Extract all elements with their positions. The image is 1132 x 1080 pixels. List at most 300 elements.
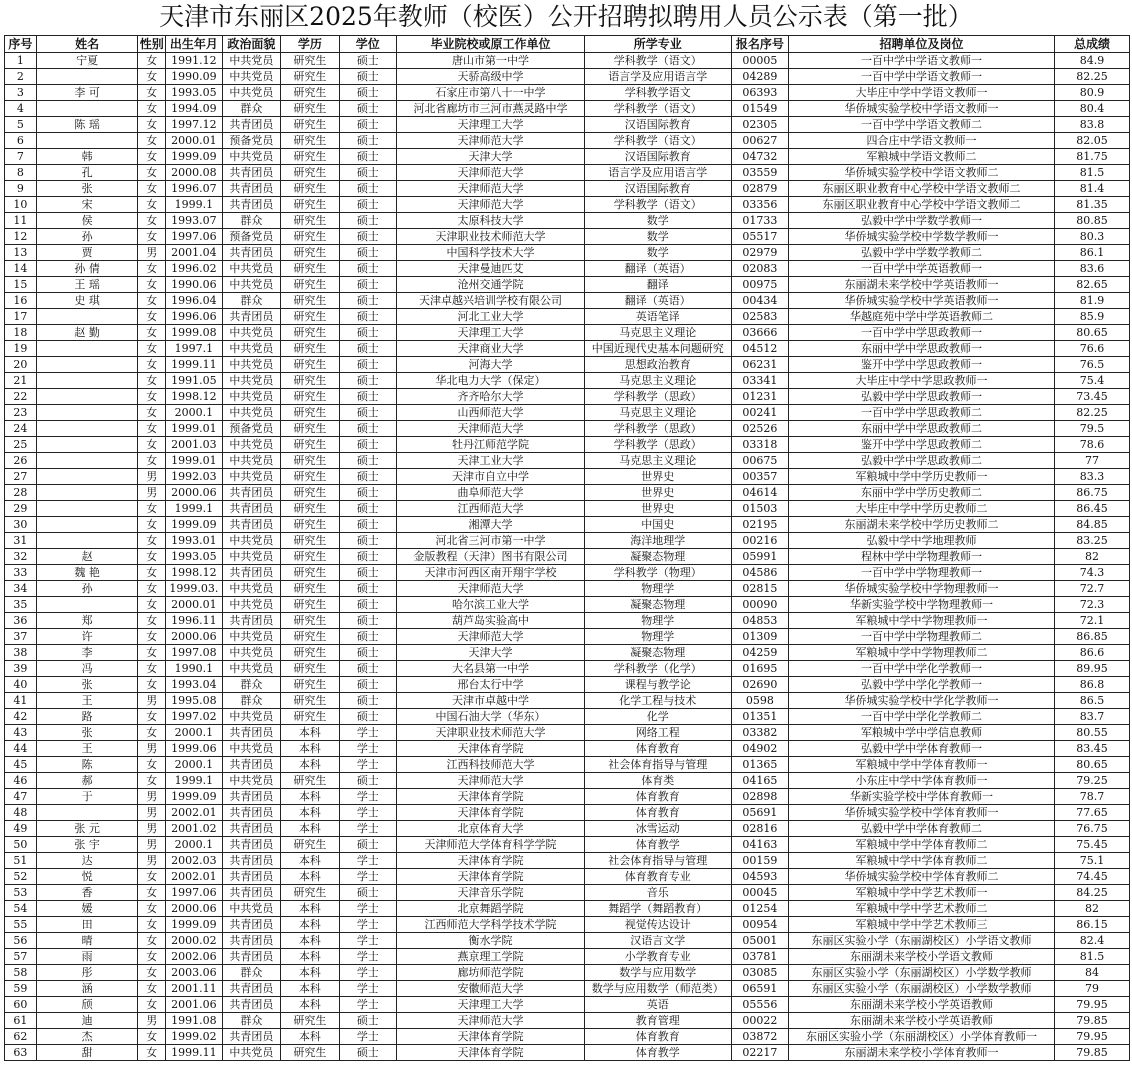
cell-reg-number: 03781 bbox=[731, 949, 788, 965]
cell-gender: 女 bbox=[138, 453, 166, 469]
cell-birth: 1999.08 bbox=[166, 325, 222, 341]
cell-political: 共青团员 bbox=[222, 725, 281, 741]
table-body bbox=[5, 53, 1130, 1061]
cell-position: 一百中学中学语文教师一 bbox=[789, 53, 1055, 69]
table-row bbox=[5, 789, 1130, 805]
cell-political: 群众 bbox=[222, 693, 281, 709]
cell-major: 英语笔译 bbox=[584, 309, 731, 325]
cell-degree: 学士 bbox=[339, 821, 396, 837]
cell-index: 18 bbox=[5, 325, 37, 341]
cell-birth: 2001.11 bbox=[166, 981, 222, 997]
cell-index: 37 bbox=[5, 629, 37, 645]
cell-position: 华侨城实验学校中学语文教师一 bbox=[789, 101, 1055, 117]
cell-degree: 硕士 bbox=[339, 437, 396, 453]
cell-school: 廊坊师范学院 bbox=[397, 965, 585, 981]
cell-name: 李 bbox=[36, 645, 138, 661]
cell-name bbox=[36, 805, 138, 821]
cell-position: 华侨城实验学校中学数学教师一 bbox=[789, 229, 1055, 245]
cell-score: 84 bbox=[1054, 965, 1129, 981]
cell-gender: 女 bbox=[138, 629, 166, 645]
cell-index: 34 bbox=[5, 581, 37, 597]
cell-major: 体育教育 bbox=[584, 789, 731, 805]
cell-position: 弘毅中学中学思政教师一 bbox=[789, 389, 1055, 405]
cell-school: 大名县第一中学 bbox=[397, 661, 585, 677]
cell-position: 东丽湖未来学校小学语文教师 bbox=[789, 949, 1055, 965]
cell-birth: 2001.06 bbox=[166, 997, 222, 1013]
cell-education: 研究生 bbox=[281, 437, 340, 453]
cell-score: 82.25 bbox=[1054, 69, 1129, 85]
cell-index: 27 bbox=[5, 469, 37, 485]
cell-index: 59 bbox=[5, 981, 37, 997]
cell-score: 81.5 bbox=[1054, 165, 1129, 181]
cell-position: 鉴开中学中学思政教师一 bbox=[789, 357, 1055, 373]
cell-degree: 硕士 bbox=[339, 229, 396, 245]
cell-birth: 2000.1 bbox=[166, 725, 222, 741]
cell-index: 1 bbox=[5, 53, 37, 69]
cell-education: 本科 bbox=[281, 901, 340, 917]
cell-major: 体育教学 bbox=[584, 837, 731, 853]
cell-birth: 2000.06 bbox=[166, 901, 222, 917]
cell-school: 安徽师范大学 bbox=[397, 981, 585, 997]
cell-degree: 硕士 bbox=[339, 357, 396, 373]
cell-degree: 硕士 bbox=[339, 261, 396, 277]
table-row bbox=[5, 309, 1130, 325]
cell-index: 61 bbox=[5, 1013, 37, 1029]
cell-score: 78.7 bbox=[1054, 789, 1129, 805]
cell-index: 10 bbox=[5, 197, 37, 213]
cell-political: 共青团员 bbox=[222, 885, 281, 901]
cell-degree: 硕士 bbox=[339, 1045, 396, 1061]
cell-school: 天津体育学院 bbox=[397, 1045, 585, 1061]
cell-major: 音乐 bbox=[584, 885, 731, 901]
cell-index: 41 bbox=[5, 693, 37, 709]
cell-school: 沧州交通学院 bbox=[397, 277, 585, 293]
cell-name: 王 瑶 bbox=[36, 277, 138, 293]
cell-position: 一百中学中学化学教师二 bbox=[789, 709, 1055, 725]
cell-score: 81.4 bbox=[1054, 181, 1129, 197]
cell-gender: 女 bbox=[138, 581, 166, 597]
cell-degree: 硕士 bbox=[339, 629, 396, 645]
page-title: 天津市东丽区2025年教师（校医）公开招聘拟聘用人员公示表（第一批） bbox=[159, 2, 973, 31]
table-row bbox=[5, 517, 1130, 533]
cell-major: 海洋地理学 bbox=[584, 533, 731, 549]
cell-degree: 硕士 bbox=[339, 517, 396, 533]
table-row bbox=[5, 613, 1130, 629]
cell-gender: 女 bbox=[138, 437, 166, 453]
cell-major: 汉语国际教育 bbox=[584, 117, 731, 133]
cell-school: 江西师范大学科学技术学院 bbox=[397, 917, 585, 933]
cell-education: 研究生 bbox=[281, 661, 340, 677]
cell-reg-number: 03382 bbox=[731, 725, 788, 741]
cell-major: 体育教育 bbox=[584, 741, 731, 757]
cell-index: 19 bbox=[5, 341, 37, 357]
cell-reg-number: 03318 bbox=[731, 437, 788, 453]
cell-political: 共青团员 bbox=[222, 181, 281, 197]
cell-score: 79.85 bbox=[1054, 1013, 1129, 1029]
cell-political: 共青团员 bbox=[222, 309, 281, 325]
cell-degree: 硕士 bbox=[339, 53, 396, 69]
cell-school: 天津理工大学 bbox=[397, 117, 585, 133]
cell-education: 研究生 bbox=[281, 229, 340, 245]
cell-gender: 女 bbox=[138, 869, 166, 885]
cell-gender: 女 bbox=[138, 181, 166, 197]
cell-school: 天津职业技术师范大学 bbox=[397, 229, 585, 245]
cell-name: 宁夏 bbox=[36, 53, 138, 69]
table-row bbox=[5, 469, 1130, 485]
cell-major: 网络工程 bbox=[584, 725, 731, 741]
cell-degree: 硕士 bbox=[339, 709, 396, 725]
cell-position: 小东庄中学中学体育教师一 bbox=[789, 773, 1055, 789]
cell-score: 75.1 bbox=[1054, 853, 1129, 869]
cell-school: 天津体育学院 bbox=[397, 853, 585, 869]
cell-reg-number: 01695 bbox=[731, 661, 788, 677]
cell-name bbox=[36, 437, 138, 453]
cell-position: 一百中学中学语文教师一 bbox=[789, 69, 1055, 85]
cell-education: 研究生 bbox=[281, 277, 340, 293]
cell-position: 一百中学中学英语教师一 bbox=[789, 261, 1055, 277]
cell-name: 郑 bbox=[36, 613, 138, 629]
cell-reg-number: 03356 bbox=[731, 197, 788, 213]
cell-gender: 女 bbox=[138, 373, 166, 389]
cell-degree: 硕士 bbox=[339, 293, 396, 309]
cell-reg-number: 05691 bbox=[731, 805, 788, 821]
cell-education: 本科 bbox=[281, 725, 340, 741]
cell-name: 侯 bbox=[36, 213, 138, 229]
cell-reg-number: 00627 bbox=[731, 133, 788, 149]
cell-score: 76.75 bbox=[1054, 821, 1129, 837]
cell-major: 学科教学（语文） bbox=[584, 53, 731, 69]
cell-major: 汉语言文学 bbox=[584, 933, 731, 949]
cell-degree: 学士 bbox=[339, 757, 396, 773]
cell-score: 79 bbox=[1054, 981, 1129, 997]
table-row bbox=[5, 853, 1130, 869]
cell-score: 78.6 bbox=[1054, 437, 1129, 453]
cell-political: 中共党员 bbox=[222, 69, 281, 85]
cell-name: 迪 bbox=[36, 1013, 138, 1029]
cell-major: 凝聚态物理 bbox=[584, 597, 731, 613]
cell-major: 数学 bbox=[584, 213, 731, 229]
cell-political: 共青团员 bbox=[222, 981, 281, 997]
cell-birth: 1997.02 bbox=[166, 709, 222, 725]
cell-index: 55 bbox=[5, 917, 37, 933]
cell-school: 天津体育学院 bbox=[397, 869, 585, 885]
cell-score: 82.05 bbox=[1054, 133, 1129, 149]
cell-score: 80.85 bbox=[1054, 213, 1129, 229]
cell-birth: 1999.09 bbox=[166, 789, 222, 805]
cell-score: 89.95 bbox=[1054, 661, 1129, 677]
cell-position: 弘毅中学中学数学教师一 bbox=[789, 213, 1055, 229]
cell-major: 物理学 bbox=[584, 581, 731, 597]
cell-name: 达 bbox=[36, 853, 138, 869]
cell-name: 孙 bbox=[36, 229, 138, 245]
table-row bbox=[5, 757, 1130, 773]
cell-gender: 男 bbox=[138, 853, 166, 869]
cell-name: 赵 bbox=[36, 549, 138, 565]
header-col-position: 招聘单位及岗位 bbox=[789, 36, 1055, 53]
cell-reg-number: 02898 bbox=[731, 789, 788, 805]
cell-birth: 1991.08 bbox=[166, 1013, 222, 1029]
cell-score: 80.3 bbox=[1054, 229, 1129, 245]
cell-birth: 1990.06 bbox=[166, 277, 222, 293]
cell-education: 研究生 bbox=[281, 261, 340, 277]
cell-gender: 女 bbox=[138, 117, 166, 133]
table-row bbox=[5, 389, 1130, 405]
table-row bbox=[5, 1029, 1130, 1045]
cell-name: 陈 瑶 bbox=[36, 117, 138, 133]
cell-major: 课程与教学论 bbox=[584, 677, 731, 693]
cell-birth: 1994.09 bbox=[166, 101, 222, 117]
cell-index: 39 bbox=[5, 661, 37, 677]
table-row bbox=[5, 405, 1130, 421]
cell-position: 大毕庄中学中学思政教师一 bbox=[789, 373, 1055, 389]
cell-school: 天津理工大学 bbox=[397, 325, 585, 341]
cell-score: 82 bbox=[1054, 549, 1129, 565]
table-row bbox=[5, 117, 1130, 133]
cell-degree: 硕士 bbox=[339, 85, 396, 101]
cell-political: 共青团员 bbox=[222, 917, 281, 933]
cell-index: 56 bbox=[5, 933, 37, 949]
cell-index: 6 bbox=[5, 133, 37, 149]
cell-education: 本科 bbox=[281, 869, 340, 885]
cell-school: 北京体育大学 bbox=[397, 821, 585, 837]
cell-name: 香 bbox=[36, 885, 138, 901]
cell-name: 孔 bbox=[36, 165, 138, 181]
cell-degree: 硕士 bbox=[339, 549, 396, 565]
cell-score: 86.85 bbox=[1054, 629, 1129, 645]
cell-political: 中共党员 bbox=[222, 629, 281, 645]
header-col-birth: 出生年月 bbox=[166, 36, 222, 53]
cell-political: 中共党员 bbox=[222, 325, 281, 341]
table-row bbox=[5, 837, 1130, 853]
table-row bbox=[5, 661, 1130, 677]
cell-index: 42 bbox=[5, 709, 37, 725]
cell-gender: 女 bbox=[138, 213, 166, 229]
cell-education: 本科 bbox=[281, 853, 340, 869]
cell-education: 研究生 bbox=[281, 389, 340, 405]
cell-position: 东丽区实验小学（东丽湖校区）小学数学教师 bbox=[789, 981, 1055, 997]
cell-degree: 硕士 bbox=[339, 677, 396, 693]
cell-school: 天津师范大学 bbox=[397, 197, 585, 213]
cell-index: 32 bbox=[5, 549, 37, 565]
cell-major: 学科教学（思政） bbox=[584, 389, 731, 405]
cell-name bbox=[36, 533, 138, 549]
cell-political: 群众 bbox=[222, 293, 281, 309]
cell-reg-number: 05991 bbox=[731, 549, 788, 565]
cell-reg-number: 00434 bbox=[731, 293, 788, 309]
table-row bbox=[5, 245, 1130, 261]
cell-school: 天津音乐学院 bbox=[397, 885, 585, 901]
cell-reg-number: 01549 bbox=[731, 101, 788, 117]
cell-degree: 学士 bbox=[339, 1029, 396, 1045]
cell-name bbox=[36, 69, 138, 85]
cell-index: 12 bbox=[5, 229, 37, 245]
cell-education: 研究生 bbox=[281, 469, 340, 485]
cell-birth: 1990.1 bbox=[166, 661, 222, 677]
cell-education: 研究生 bbox=[281, 245, 340, 261]
cell-birth: 1999.11 bbox=[166, 357, 222, 373]
cell-reg-number: 03666 bbox=[731, 325, 788, 341]
cell-score: 84.25 bbox=[1054, 885, 1129, 901]
table-row bbox=[5, 581, 1130, 597]
cell-birth: 1999.03. bbox=[166, 581, 222, 597]
cell-political: 群众 bbox=[222, 101, 281, 117]
cell-school: 江西师范大学 bbox=[397, 501, 585, 517]
cell-position: 华侨城实验学校中学化学教师一 bbox=[789, 693, 1055, 709]
cell-major: 数学与应用数学（师范类） bbox=[584, 981, 731, 997]
cell-political: 群众 bbox=[222, 213, 281, 229]
cell-birth: 2001.03 bbox=[166, 437, 222, 453]
cell-gender: 女 bbox=[138, 325, 166, 341]
table-row bbox=[5, 549, 1130, 565]
header-col-reg-number: 报名序号 bbox=[731, 36, 788, 53]
cell-position: 一百中学中学化学教师一 bbox=[789, 661, 1055, 677]
table-row bbox=[5, 149, 1130, 165]
cell-reg-number: 05001 bbox=[731, 933, 788, 949]
cell-political: 共青团员 bbox=[222, 869, 281, 885]
cell-school: 江西科技师范大学 bbox=[397, 757, 585, 773]
header-col-political: 政治面貌 bbox=[222, 36, 281, 53]
cell-gender: 女 bbox=[138, 149, 166, 165]
cell-birth: 1996.02 bbox=[166, 261, 222, 277]
header-col-school: 毕业院校或原工作单位 bbox=[397, 36, 585, 53]
cell-reg-number: 04614 bbox=[731, 485, 788, 501]
cell-school: 天津体育学院 bbox=[397, 741, 585, 757]
table-row bbox=[5, 213, 1130, 229]
cell-index: 63 bbox=[5, 1045, 37, 1061]
cell-birth: 1998.12 bbox=[166, 389, 222, 405]
cell-degree: 硕士 bbox=[339, 597, 396, 613]
cell-major: 舞蹈学（舞蹈教育） bbox=[584, 901, 731, 917]
cell-name: 孙 倩 bbox=[36, 261, 138, 277]
cell-reg-number: 00357 bbox=[731, 469, 788, 485]
cell-name: 张 元 bbox=[36, 821, 138, 837]
cell-position: 一百中学中学语文教师二 bbox=[789, 117, 1055, 133]
cell-gender: 女 bbox=[138, 293, 166, 309]
cell-political: 群众 bbox=[222, 1013, 281, 1029]
cell-political: 共青团员 bbox=[222, 565, 281, 581]
header-col-major: 所学专业 bbox=[584, 36, 731, 53]
cell-position: 军粮城中学中学艺术教师二 bbox=[789, 901, 1055, 917]
cell-position: 东丽区实验小学（东丽湖校区）小学语文教师 bbox=[789, 933, 1055, 949]
cell-degree: 学士 bbox=[339, 853, 396, 869]
cell-school: 天骄高级中学 bbox=[397, 69, 585, 85]
cell-birth: 2000.06 bbox=[166, 485, 222, 501]
cell-gender: 女 bbox=[138, 69, 166, 85]
cell-birth: 1993.05 bbox=[166, 549, 222, 565]
cell-name: 陈 bbox=[36, 757, 138, 773]
cell-school: 唐山市第一中学 bbox=[397, 53, 585, 69]
cell-major: 体育教育 bbox=[584, 805, 731, 821]
cell-major: 凝聚态物理 bbox=[584, 549, 731, 565]
cell-name: 涵 bbox=[36, 981, 138, 997]
cell-school: 牡丹江师范学院 bbox=[397, 437, 585, 453]
cell-degree: 硕士 bbox=[339, 645, 396, 661]
cell-reg-number: 03872 bbox=[731, 1029, 788, 1045]
cell-education: 研究生 bbox=[281, 693, 340, 709]
cell-school: 天津市河西区南开翔宇学校 bbox=[397, 565, 585, 581]
header-col-gender: 性别 bbox=[139, 37, 164, 51]
cell-gender: 女 bbox=[138, 917, 166, 933]
cell-reg-number: 03559 bbox=[731, 165, 788, 181]
cell-gender: 女 bbox=[138, 357, 166, 373]
cell-score: 82.4 bbox=[1054, 933, 1129, 949]
cell-name: 王 bbox=[36, 693, 138, 709]
cell-score: 81.9 bbox=[1054, 293, 1129, 309]
header-col-index: 序号 bbox=[5, 36, 37, 53]
cell-school: 天津体育学院 bbox=[397, 805, 585, 821]
cell-score: 86.6 bbox=[1054, 645, 1129, 661]
cell-major: 学科教学语文 bbox=[584, 85, 731, 101]
cell-score: 77.65 bbox=[1054, 805, 1129, 821]
cell-major: 翻译（英语） bbox=[584, 261, 731, 277]
cell-gender: 女 bbox=[138, 501, 166, 517]
cell-birth: 1997.12 bbox=[166, 117, 222, 133]
cell-position: 军粮城中学中学物理教师一 bbox=[789, 613, 1055, 629]
cell-position: 东丽湖未来学校小学英语教师 bbox=[789, 1013, 1055, 1029]
cell-degree: 硕士 bbox=[339, 581, 396, 597]
cell-index: 33 bbox=[5, 565, 37, 581]
cell-name bbox=[36, 485, 138, 501]
cell-political: 共青团员 bbox=[222, 789, 281, 805]
cell-degree: 硕士 bbox=[339, 325, 396, 341]
cell-political: 中共党员 bbox=[222, 773, 281, 789]
cell-political: 共青团员 bbox=[222, 501, 281, 517]
cell-education: 研究生 bbox=[281, 53, 340, 69]
cell-school: 天津体育学院 bbox=[397, 789, 585, 805]
cell-name: 彤 bbox=[36, 965, 138, 981]
cell-school: 华北电力大学（保定） bbox=[397, 373, 585, 389]
cell-education: 研究生 bbox=[281, 405, 340, 421]
cell-index: 29 bbox=[5, 501, 37, 517]
table-row bbox=[5, 805, 1130, 821]
cell-political: 中共党员 bbox=[222, 389, 281, 405]
cell-school: 衡水学院 bbox=[397, 933, 585, 949]
cell-political: 中共党员 bbox=[222, 261, 281, 277]
cell-major: 体育教育专业 bbox=[584, 869, 731, 885]
cell-gender: 女 bbox=[138, 261, 166, 277]
cell-major: 冰雪运动 bbox=[584, 821, 731, 837]
cell-education: 研究生 bbox=[281, 213, 340, 229]
cell-position: 华新实验学校中学体育教师一 bbox=[789, 789, 1055, 805]
cell-score: 73.45 bbox=[1054, 389, 1129, 405]
cell-name bbox=[36, 373, 138, 389]
cell-degree: 硕士 bbox=[339, 405, 396, 421]
cell-name: 张 bbox=[36, 725, 138, 741]
cell-major: 数学 bbox=[584, 245, 731, 261]
cell-name: 田 bbox=[36, 917, 138, 933]
cell-education: 研究生 bbox=[281, 501, 340, 517]
cell-position: 东丽中学中学思政教师一 bbox=[789, 341, 1055, 357]
cell-score: 82.65 bbox=[1054, 277, 1129, 293]
cell-gender: 女 bbox=[138, 757, 166, 773]
cell-index: 26 bbox=[5, 453, 37, 469]
cell-position: 军粮城中学语文教师二 bbox=[789, 149, 1055, 165]
cell-gender: 男 bbox=[138, 1013, 166, 1029]
cell-name: 雨 bbox=[36, 949, 138, 965]
cell-major: 世界史 bbox=[584, 469, 731, 485]
cell-degree: 学士 bbox=[339, 933, 396, 949]
cell-score: 72.3 bbox=[1054, 597, 1129, 613]
cell-score: 79.25 bbox=[1054, 773, 1129, 789]
cell-major: 教育管理 bbox=[584, 1013, 731, 1029]
cell-reg-number: 04165 bbox=[731, 773, 788, 789]
cell-score: 82 bbox=[1054, 901, 1129, 917]
cell-name: 孙 bbox=[36, 581, 138, 597]
cell-education: 研究生 bbox=[281, 133, 340, 149]
cell-degree: 硕士 bbox=[339, 149, 396, 165]
cell-education: 本科 bbox=[281, 757, 340, 773]
cell-index: 24 bbox=[5, 421, 37, 437]
